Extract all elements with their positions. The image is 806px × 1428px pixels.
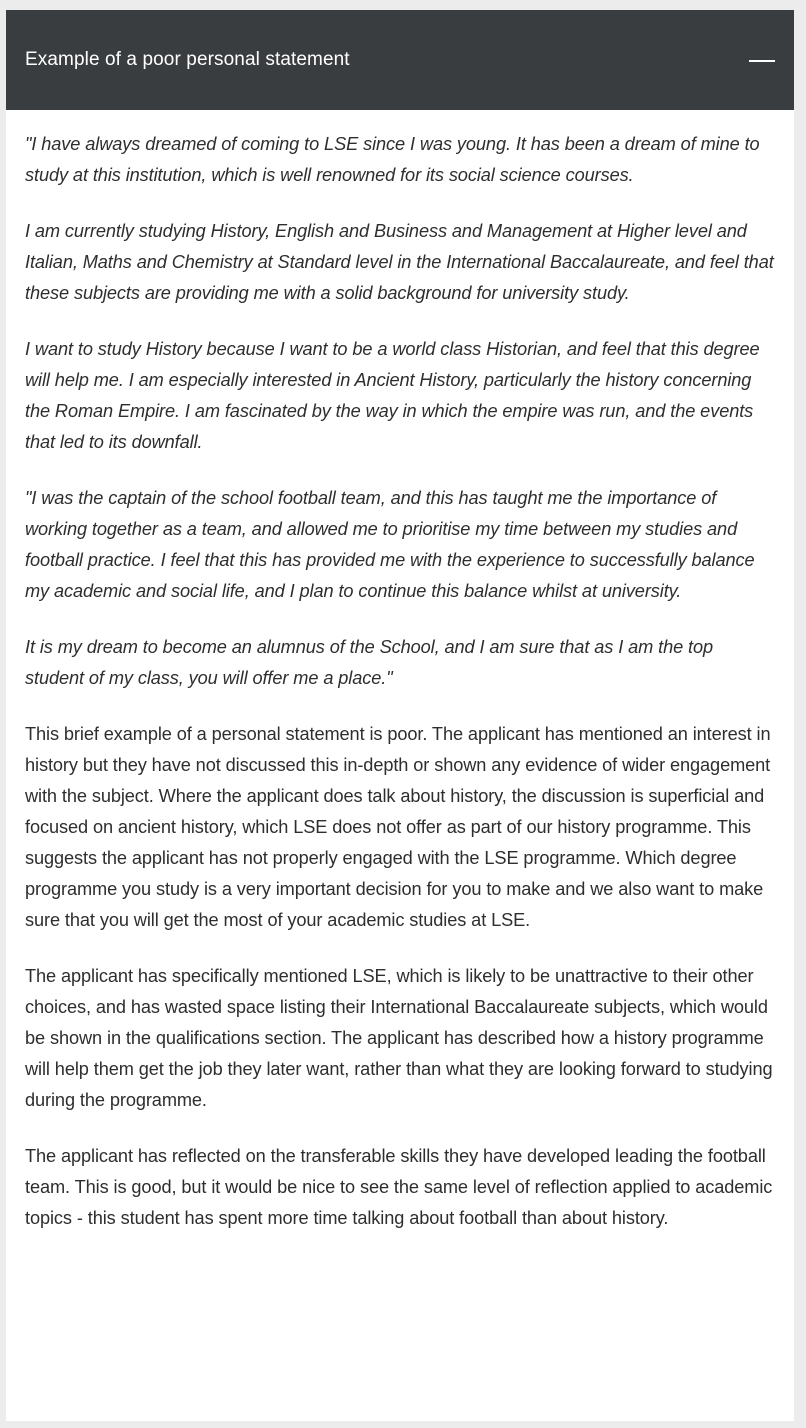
- accordion-body: [6, 110, 794, 1234]
- commentary-paragraph: This brief example of a personal statement is poor. The applicant has mentioned an interest in history but they have not discussed this in-depth or shown any evidence of wider engagement with the subject. Where the applicant does talk about history, the discussion is superficial and focused on ancient history, which LSE does not offer as part of our history programme. This suggests the applicant has not properly engaged with the LSE programme. Which degree programme you study is a very important decision for you to make and we also want to make sure that you will get the most of your academic studies at LSE.: [25, 724, 771, 930]
- statement-paragraph: I am currently studying History, English and Business and Management at Higher level and Italian, Maths and Chemistry at Standard level in the International Baccalaureate, and feel that these subjects are providing me with a solid background for university study.: [25, 221, 774, 303]
- statement-paragraph: "I was the captain of the school football team, and this has taught me the importance of working together as a team, and allowed me to prioritise my time between my studies and football practice. I feel that this has provided me with the experience to successfully balance my academic and social life, and I plan to continue this balance whilst at university.: [25, 488, 755, 601]
- accordion-title: Example of a poor personal statement: [25, 49, 350, 70]
- statement-paragraph: I want to study History because I want to be a world class Historian, and feel that this degree will help me. I am especially interested in Ancient History, particularly the history concerning the Roman Empire. I am fascinated by the way in which the empire was run, and the events that led to its downfall.: [25, 339, 760, 452]
- accordion-panel: [6, 10, 794, 1421]
- statement-paragraph: "I have always dreamed of coming to LSE since I was young. It has been a dream of mine to study at this institution, which is well renowned for its social science courses.: [25, 134, 760, 185]
- minus-icon[interactable]: [749, 60, 775, 62]
- accordion-header[interactable]: [6, 10, 794, 110]
- commentary-paragraph: The applicant has specifically mentioned LSE, which is likely to be unattractive to their other choices, and has wasted space listing their International Baccalaureate subjects, which would be shown in the qualifications section. The applicant has described how a history programme will help them get the job they later want, rather than what they are looking forward to studying during the programme.: [25, 966, 773, 1110]
- statement-paragraph: It is my dream to become an alumnus of the School, and I am sure that as I am the top student of my class, you will offer me a place.": [25, 637, 714, 688]
- commentary-paragraph: The applicant has reflected on the transferable skills they have developed leading the football team. This is good, but it would be nice to see the same level of reflection applied to academic topics - this student has spent more time talking about football than about history.: [25, 1146, 773, 1228]
